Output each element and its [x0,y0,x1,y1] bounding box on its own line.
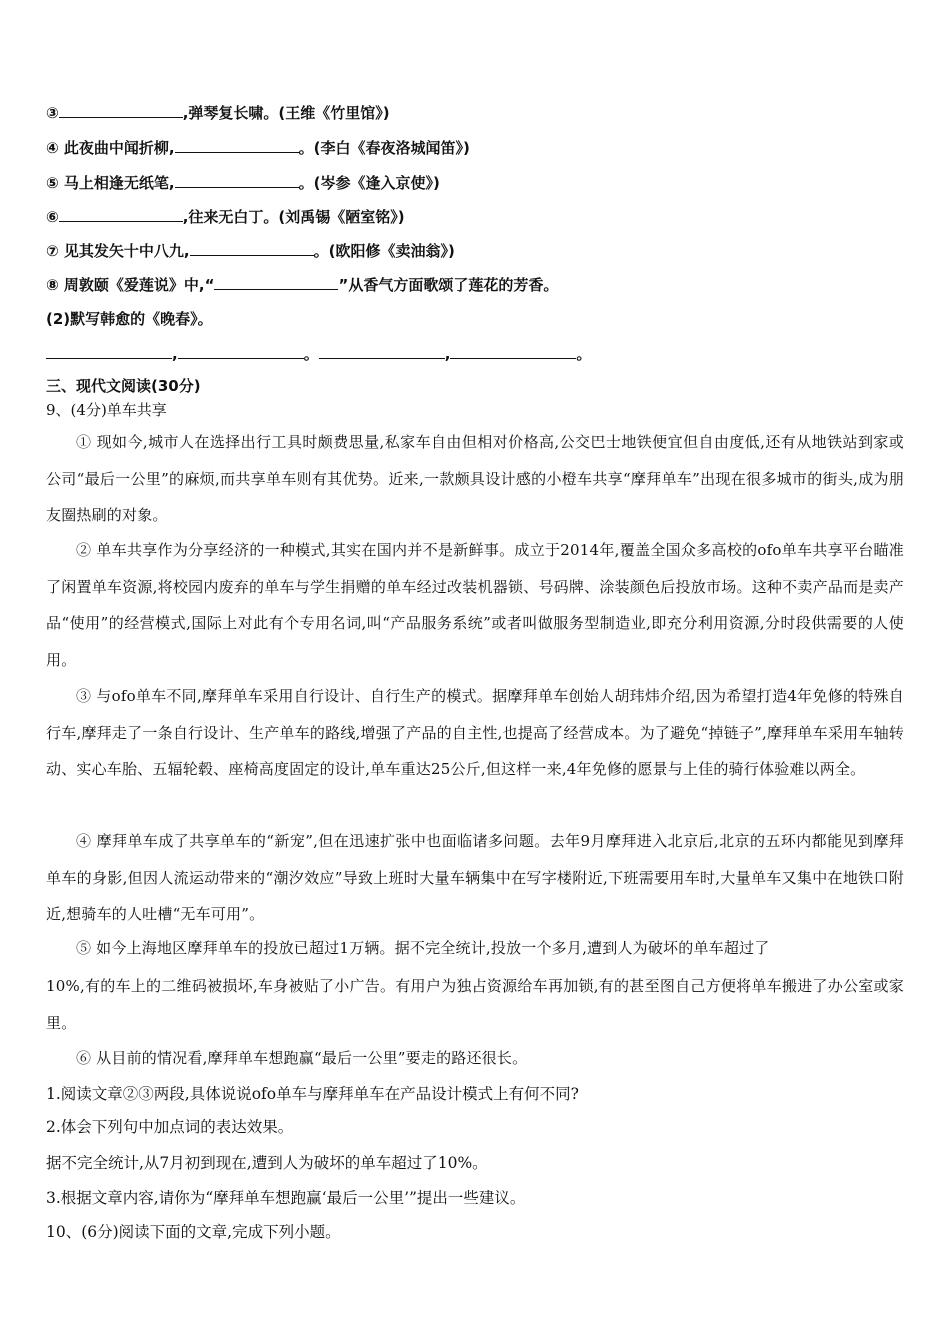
question-2: 2.体会下列句中加点词的表达效果。 [46,1118,294,1136]
q10-title: 10、(6分)阅读下面的文章,完成下列小题。 [46,1223,341,1241]
q2-title: (2)默写韩愈的《晚春》。 [46,310,213,328]
poem-line-6: ⑥ ,往来无白丁。(刘禹锡《陋室铭》) [46,208,405,226]
article-paragraph-5b: 10%,有的车上的二维码被损坏,车身被贴了小广告。有用户为独占资源给车再加锁,有的甚至图自己方便将单车搬进了办公室或家里。 [46,977,904,1032]
answer-blank[interactable] [59,102,183,118]
answer-blank[interactable] [46,343,172,359]
answer-blank[interactable] [214,274,338,290]
poem-line-3: ③ ,弹琴复长啸。(王维《竹里馆》) [46,104,390,122]
article-paragraph-5a: ⑤ 如今上海地区摩拜单车的投放已超过1万辆。据不完全统计,投放一个多月,遭到人为破坏的单车超过了 [76,939,770,957]
article-paragraph-4: ④ 摩拜单车成了共享单车的“新宠”,但在迅速扩张中也面临诸多问题。去年9月摩拜进入北京后,北京的五环内都能见到摩拜单车的身影,但因人流运动带来的“潮汐效应”导致上班时大量车辆集中在写字楼附近,下班需要用车时,大量单车又集中在地铁口附近,想骑车的人吐槽“无车可用”。 [46,832,904,923]
article-paragraph-3: ③ 与ofo单车不同,摩拜单车采用自行设计、自行生产的模式。据摩拜单车创始人胡玮炜介绍,因为希望打造4年免修的特殊自行车,摩拜走了一条自行设计、生产单车的路线,增强了产品的自主性,也提高了经营成本。为了避免“掉链子”,摩拜单车采用车轴转动、实心车胎、五辐轮毂、座椅高度固定的设计,单车重达25公斤,但这样一来,4年免修的愿景与上佳的骑行体验难以两全。 [46,687,904,778]
article-paragraph-6: ⑥ 从目前的情况看,摩拜单车想跑赢“最后一公里”要走的路还很长。 [76,1049,528,1067]
article-paragraph-2: ② 单车共享作为分享经济的一种模式,其实在国内并不是新鲜事。成立于2014年,覆盖全国众多高校的ofo单车共享平台瞄准了闲置单车资源,将校园内废弃的单车与学生捐赠的单车经过改装机器锁、号码牌、涂装颜色后投放市场。这种不卖产品而是卖产品“使用”的经营模式,国际上对此有个专用名词,叫“产品服务系统”或者叫做服务型制造业,即充分利用资源,分时段供需要的人使用。 [46,541,904,669]
section-3-title: 三、现代文阅读(30分) [46,377,201,395]
answer-blank[interactable] [190,240,314,256]
answer-blank[interactable] [319,343,445,359]
answer-blank[interactable] [450,343,576,359]
answer-blank[interactable] [178,343,304,359]
answer-blank[interactable] [175,172,299,188]
poem-line-7: ⑦ 见其发矢十中八九, 。(欧阳修《卖油翁》) [46,242,455,260]
question-1: 1.阅读文章②③两段,具体说说ofo单车与摩拜单车在产品设计模式上有何不同? [46,1085,579,1103]
poem-line-4: ④ 此夜曲中闻折柳, 。(李白《春夜洛城闻笛》) [46,139,470,157]
question-2-sentence: 据不完全统计,从7月初到现在,遭到人为破坏的单车超过了10%。 [46,1154,488,1172]
answer-blank[interactable] [175,137,299,153]
poem-line-8: ⑧ 周敦颐《爱莲说》中,“ ”从香气方面歌颂了莲花的芳香。 [46,276,559,294]
q9-title: 9、(4分)单车共享 [46,401,167,419]
wanchun-blanks: , 。 , 。 [46,343,591,364]
article-paragraph-1: ① 现如今,城市人在选择出行工具时颇费思量,私家车自由但相对价格高,公交巴士地铁便宜但自由度低,还有从地铁站到家或公司“最后一公里”的麻烦,而共享单车则有其优势。近来,一款颇具设计感的小橙车共享“摩拜单车”出现在很多城市的街头,成为朋友圈热刷的对象。 [46,433,904,524]
answer-blank[interactable] [59,206,183,222]
poem-line-5: ⑤ 马上相逢无纸笔, 。(岑参《逢入京使》) [46,174,440,192]
question-3: 3.根据文章内容,请你为“摩拜单车想跑赢‘最后一公里’”提出一些建议。 [46,1189,526,1207]
